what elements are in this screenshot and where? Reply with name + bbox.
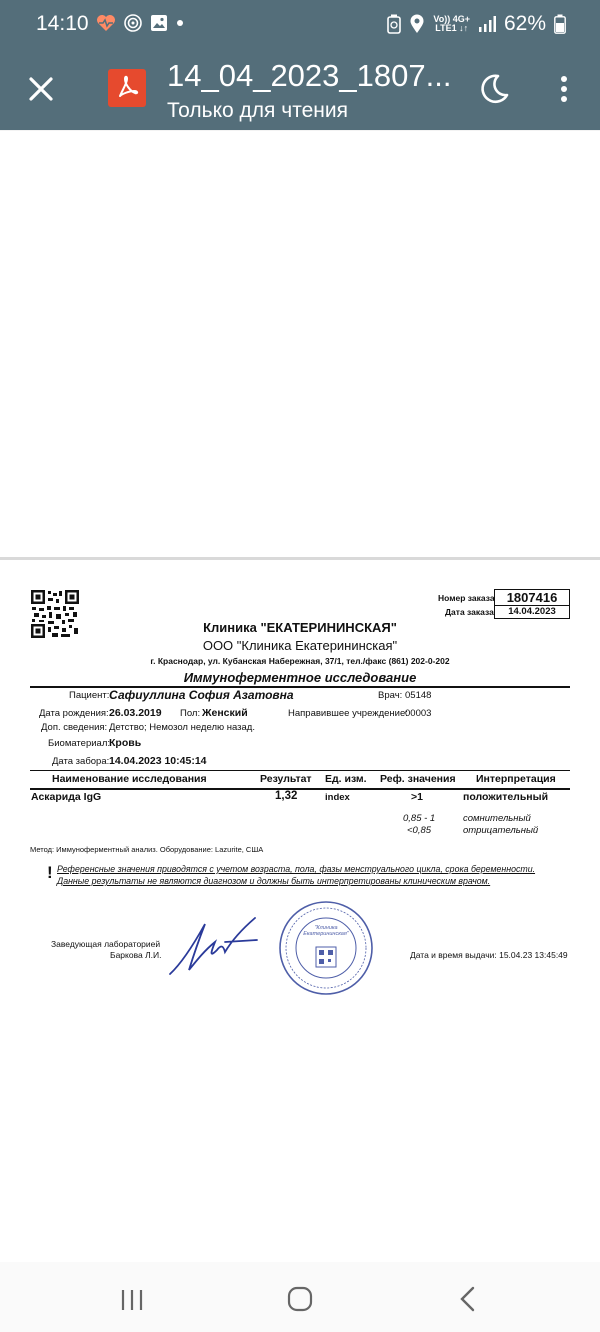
network-indicator: Vo)) 4G+ LTE1 ↓↑ xyxy=(433,14,470,33)
header-unit: Ед. изм. xyxy=(325,773,367,785)
battery-saver-icon xyxy=(387,14,401,34)
method-text: Метод: Иммуноферментный анализ. Оборудование: Lazurite, США xyxy=(30,845,264,854)
order-date: 14.04.2023 xyxy=(494,605,570,619)
ref-doubtful: 0,85 - 1 xyxy=(403,813,436,824)
clinic-org: ООО "Клиника Екатерининская" xyxy=(202,638,398,653)
read-only-label: Только для чтения xyxy=(167,99,348,122)
head-lab-name: Баркова Л.И. xyxy=(110,950,162,960)
referral-value: 00003 xyxy=(405,708,432,719)
table-top-line xyxy=(30,770,570,771)
birth-value: 26.03.2019 xyxy=(109,707,162,719)
interp-doubtful: сомнительный xyxy=(463,813,531,824)
patient-name: Сафиуллина София Азатовна xyxy=(109,688,294,702)
birth-label: Дата рождения: xyxy=(39,708,109,719)
extra-label: Доп. сведения: xyxy=(41,722,108,733)
document-title: 14_04_2023_1807... xyxy=(167,58,452,93)
header-ref: Реф. значения xyxy=(380,773,456,785)
notification-icons xyxy=(96,14,184,32)
dot-icon xyxy=(176,19,184,27)
app-bar xyxy=(0,48,600,130)
moon-icon[interactable] xyxy=(478,73,510,105)
pdf-icon xyxy=(108,69,146,107)
back-icon[interactable] xyxy=(458,1286,478,1312)
bio-value: Кровь xyxy=(109,737,142,749)
header-interp: Интерпретация xyxy=(476,773,556,785)
head-lab-label: Заведующая лабораторией xyxy=(51,939,161,949)
collect-label: Дата забора: xyxy=(52,756,110,767)
clinic-address: г. Краснодар, ул. Кубанская Набережная, 37/1, тел./факс (861) 202-0-202 xyxy=(150,656,450,666)
row-unit: index xyxy=(325,792,350,803)
order-date-label: Дата заказа xyxy=(445,607,494,617)
row-result: 1,32 xyxy=(275,790,298,802)
more-vert-icon[interactable] xyxy=(552,74,576,104)
warning-icon: ! xyxy=(47,863,53,882)
interp-negative: отрицательный xyxy=(463,825,539,836)
header-result: Результат xyxy=(260,773,312,785)
order-number-label: Номер заказа xyxy=(438,593,495,603)
collect-value: 14.04.2023 10:45:14 xyxy=(109,755,207,767)
sex-value: Женский xyxy=(202,707,248,719)
order-number: 1807416 xyxy=(494,589,570,606)
row-interp: положительный xyxy=(463,791,549,803)
battery-percent: 62% xyxy=(503,12,546,35)
pdf-page-2[interactable] xyxy=(0,560,600,1262)
battery-icon xyxy=(554,14,566,34)
signal-icon xyxy=(478,15,496,33)
clinic-title: Клиника "ЕКАТЕРИНИНСКАЯ" xyxy=(203,620,397,635)
patient-label: Пациент: xyxy=(69,690,110,701)
system-icons xyxy=(387,12,566,36)
row-name: Аскарида IgG xyxy=(31,791,102,803)
heart-rate-icon xyxy=(96,14,116,32)
bio-label: Биоматериал: xyxy=(48,738,111,749)
sex-label: Пол: xyxy=(180,708,201,719)
navigation-bar xyxy=(0,1262,600,1332)
close-icon[interactable] xyxy=(26,74,56,104)
recent-apps-icon[interactable] xyxy=(120,1288,144,1312)
stamp-text: "Клиника Екатерининская" xyxy=(303,925,349,937)
spiral-app-icon xyxy=(124,14,142,32)
header-name: Наименование исследования xyxy=(52,773,207,785)
ref-negative: <0,85 xyxy=(407,825,432,836)
status-time: 14:10 xyxy=(36,12,89,35)
image-icon xyxy=(150,14,168,32)
doctor-label: Врач: xyxy=(378,690,403,701)
signature-icon xyxy=(165,912,265,982)
row-ref: >1 xyxy=(411,791,423,803)
table-header-line xyxy=(30,788,570,790)
stamp-icon xyxy=(278,900,374,996)
note-line-2: Данные результаты не являются диагнозом и должны быть интерпретированы клиническим врачом. xyxy=(57,876,491,886)
extra-value: Детство; Немозол неделю назад. xyxy=(109,722,255,733)
referral-label: Направившее учреждение: xyxy=(288,708,408,719)
status-bar xyxy=(0,0,600,48)
location-icon xyxy=(409,14,425,34)
pdf-page-1[interactable] xyxy=(0,131,600,557)
home-icon[interactable] xyxy=(287,1286,313,1312)
issue-datetime: Дата и время выдачи: 15.04.23 13:45:49 xyxy=(410,950,568,960)
study-title: Иммуноферментное исследование xyxy=(183,670,417,685)
note-line-1: Референсные значения приводятся с учетом возраста, пола, фазы менструального цикла, срока беременности. xyxy=(57,864,536,874)
doctor-value: 05148 xyxy=(405,690,432,701)
